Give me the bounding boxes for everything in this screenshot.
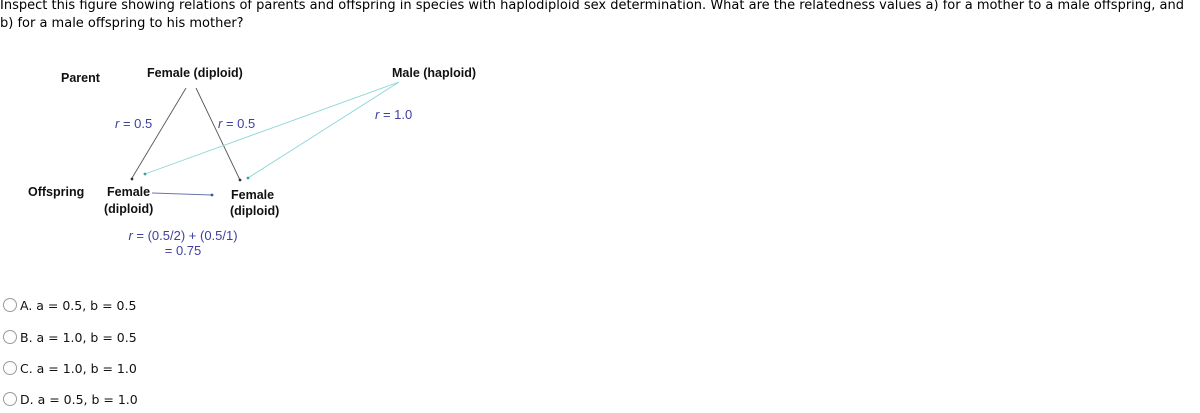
relatedness-calculation: [118, 228, 248, 258]
r-symbol: r: [115, 116, 120, 131]
option-d[interactable]: [0, 388, 200, 410]
line-female-to-offspring2: [196, 88, 240, 180]
line-male-to-offspring1: [145, 82, 399, 174]
r-symbol: r: [218, 116, 223, 131]
r-symbol: r: [128, 228, 133, 243]
r-value-mid: = 0.5: [222, 116, 256, 131]
line-female-to-offspring1: [132, 88, 186, 178]
r-label-mid: [218, 116, 255, 131]
offspring2-label-line2: (diploid): [230, 204, 280, 218]
r-label-left: [115, 116, 152, 131]
line-sibling-arrow: [152, 193, 212, 195]
option-b-label: B. a = 1.0, b = 0.5: [20, 329, 137, 345]
option-b[interactable]: [0, 326, 200, 348]
arrow-dot-4: [247, 177, 250, 180]
offspring1-label-line2: (diploid): [104, 202, 154, 216]
calc-line2: = 0.75: [164, 243, 202, 258]
offspring1-label-line1: Female: [107, 185, 151, 199]
male-parent-label: Male (haploid): [392, 66, 477, 80]
calc-line1: [118, 228, 248, 243]
radio-c[interactable]: [3, 361, 17, 375]
option-c[interactable]: [0, 357, 200, 379]
arrow-dot-3: [239, 179, 242, 182]
option-a-label: A. a = 0.5, b = 0.5: [20, 297, 137, 313]
radio-a[interactable]: [3, 298, 17, 312]
radio-b[interactable]: [3, 330, 17, 344]
radio-d[interactable]: [3, 392, 17, 406]
offspring-row-label: Offspring: [28, 185, 85, 199]
r-label-male: [375, 107, 412, 122]
offspring2-label-line1: Female: [231, 188, 275, 202]
line-male-to-offspring2: [248, 82, 399, 178]
option-d-label: D. a = 0.5, b = 1.0: [20, 391, 138, 407]
parent-row-label: Parent: [61, 71, 100, 85]
calc-line1-text: = (0.5/2) + (0.5/1): [132, 228, 238, 243]
arrow-dot-2: [144, 173, 147, 176]
option-a[interactable]: [0, 294, 200, 316]
question-text: Inspect this figure showing relations of parents and offspring in species with haplodiploid sex determination. What are the relatedness values a) for a mother to a male offspring, and b) for a male offspring to his mother?: [0, 0, 1185, 31]
r-value-male: = 1.0: [379, 107, 413, 122]
r-symbol: r: [375, 107, 380, 122]
option-c-label: C. a = 1.0, b = 1.0: [20, 360, 137, 376]
r-value-left: = 0.5: [119, 116, 153, 131]
female-parent-label: Female (diploid): [147, 66, 243, 80]
arrow-dot-5: [211, 194, 214, 197]
arrow-dot-1: [131, 178, 134, 181]
